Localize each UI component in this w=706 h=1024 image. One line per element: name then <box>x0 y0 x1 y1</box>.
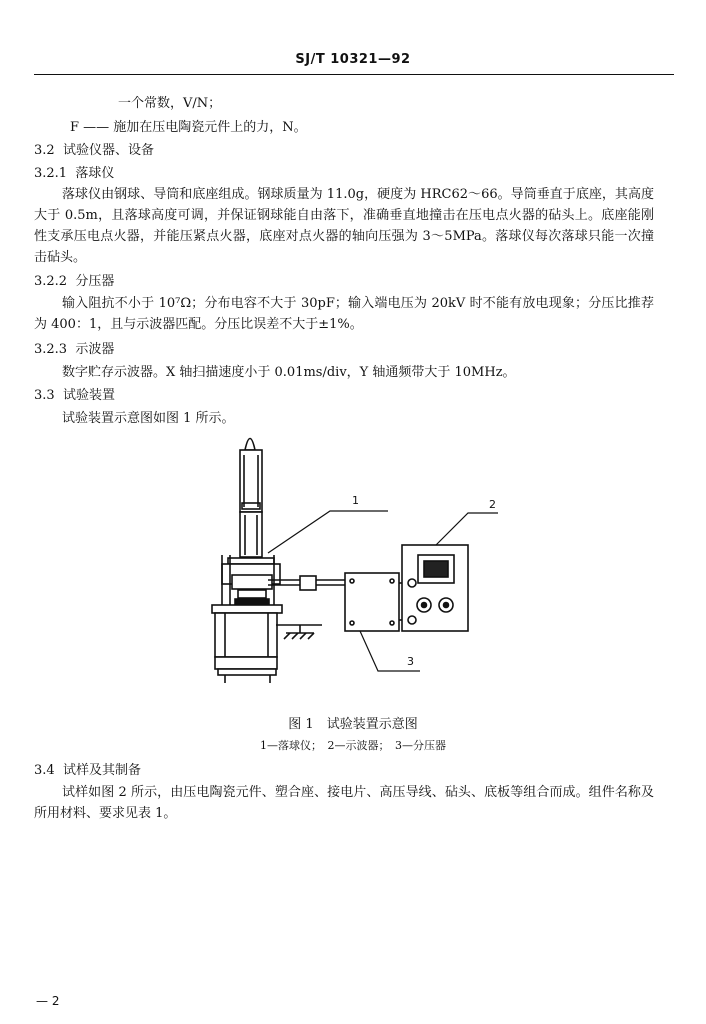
header-rule <box>34 74 674 75</box>
callout-2: 2 <box>489 498 496 511</box>
section-3-2-heading <box>34 143 154 159</box>
section-number: 3.2.1 <box>34 166 68 181</box>
section-3-2-2-body: 输入阻抗不小于 10⁷Ω；分布电容不大于 30pF；输入端电压为 20kV 时不能有放电现象；分压比推荐为 400：1，且与示波器匹配。分压比误差不大于±1%。 <box>34 296 654 332</box>
figure-1-apparatus-diagram <box>0 415 706 715</box>
page-number: — 2 <box>36 994 60 1008</box>
section-3-2-1-heading <box>34 166 114 182</box>
guide-tube <box>240 450 262 557</box>
section-title: 试样及其制备 <box>62 763 141 778</box>
section-number: 3.3 <box>34 388 55 403</box>
section-title: 落球仪 <box>75 166 115 181</box>
definition-constant: 一个常数，V/N； <box>118 96 222 111</box>
section-title: 试验装置 <box>62 388 115 403</box>
standard-code-header: SJ/T 10321—92 <box>295 52 411 67</box>
section-title: 示波器 <box>75 342 115 357</box>
section-3-4-heading <box>34 763 141 779</box>
section-3-4-body: 试样如图 2 所示，由压电陶瓷元件、塑合座、接电片、高压导线、砧头、底板等组合而成。组件名称及所用材料、要求见表 1。 <box>34 785 654 821</box>
definition-force: F —— 施加在压电陶瓷元件上的力，N。 <box>70 120 307 135</box>
section-title: 试验仪器、设备 <box>62 143 154 158</box>
section-title: 分压器 <box>75 274 115 289</box>
section-number: 3.4 <box>34 763 55 778</box>
ground-symbol <box>276 625 322 639</box>
section-3-2-3-body: 数字贮存示波器。X 轴扫描速度小于 0.01ms/div，Y 轴通频带大于 10MHz。 <box>62 365 516 380</box>
voltage-divider <box>345 573 399 631</box>
section-number: 3.2.2 <box>34 274 68 289</box>
callout-3: 3 <box>407 655 414 668</box>
section-3-2-2-heading <box>34 274 114 290</box>
drop-ball-base <box>212 555 282 683</box>
section-number: 3.2.3 <box>34 342 68 357</box>
oscilloscope <box>402 545 468 631</box>
section-3-2-1-body: 落球仪由钢球、导筒和底座组成。钢球质量为 11.0g，硬度为 HRC62～66。导筒垂直于底座，其高度大于 0.5m，且落球高度可调，并保证钢球能自由落下，准确垂直地撞击在压电点火器的砧头上。底座能刚性支承压电点火器，并能压紧点火器，底座对点火器的轴向压强为 3～5MPa。落球仪每次落球只能一次撞击砧头。 <box>34 187 654 265</box>
section-number: 3.2 <box>34 143 55 158</box>
section-3-3-heading <box>34 388 115 404</box>
steel-ball <box>245 439 255 451</box>
callout-1: 1 <box>352 494 359 507</box>
section-3-3-body: 试验装置示意图如图 1 所示。 <box>62 411 235 426</box>
figure-1-caption: 图 1 试验装置示意图 <box>288 717 418 732</box>
figure-1-legend: 1—落球仪； 2—示波器； 3—分压器 <box>260 739 446 752</box>
section-3-2-3-heading <box>34 342 114 358</box>
